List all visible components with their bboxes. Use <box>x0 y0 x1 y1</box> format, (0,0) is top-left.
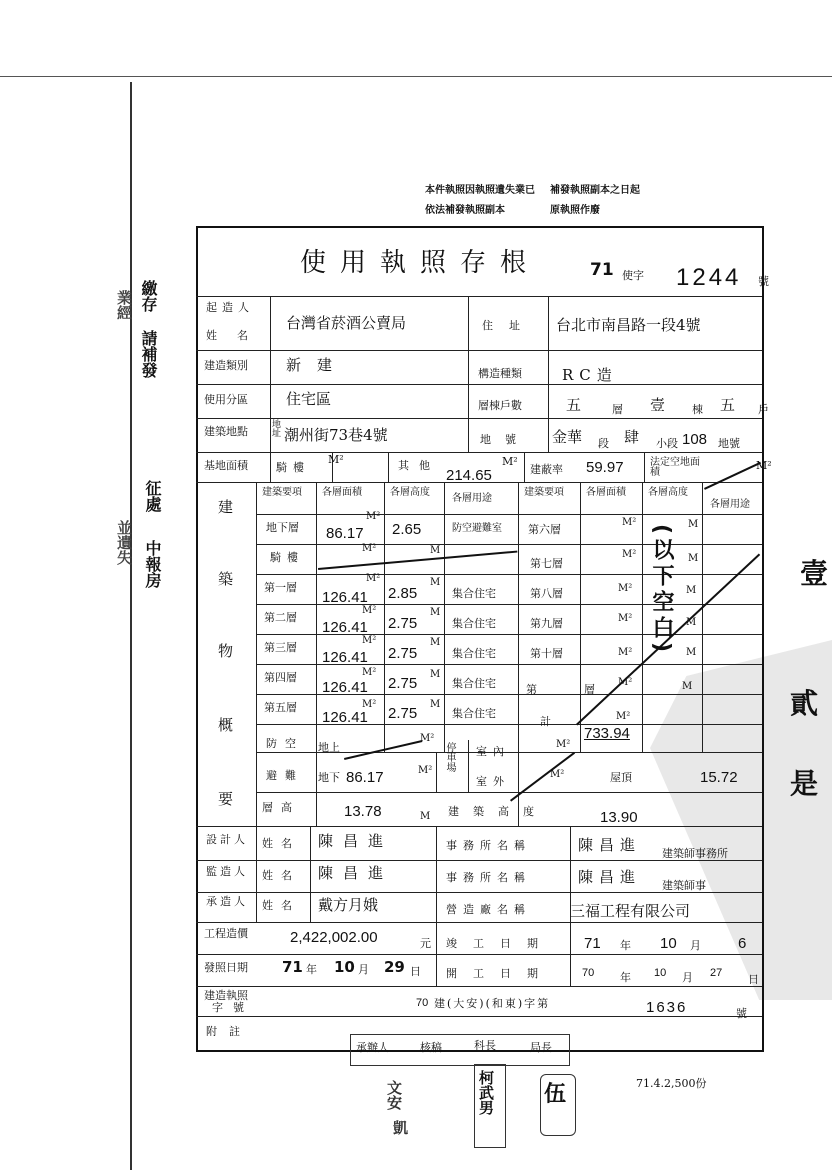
coverage-label: 建蔽率 <box>530 463 563 476</box>
parking-outdoor: 室外 <box>476 775 510 788</box>
col-line <box>436 826 437 986</box>
row-line <box>196 954 762 955</box>
district: 金華 <box>552 428 583 446</box>
contractor-firm: 三福工程有限公司 <box>570 902 691 920</box>
col-use-header: 各層用途 <box>452 493 492 504</box>
coverage-value: 59.97 <box>586 459 624 476</box>
zone-label: 使用分區 <box>204 393 248 406</box>
building-side-5: 要 <box>218 790 234 808</box>
supervisor-office-suffix: 建築師事 <box>662 879 706 892</box>
unit-m2-r: M² <box>618 613 633 624</box>
side-note-5: 業經 <box>115 290 133 320</box>
row-line <box>196 892 762 893</box>
side-note-2: 請補發 <box>139 330 158 378</box>
done-day: 6 <box>738 935 747 952</box>
unit-m2-r: M² <box>622 517 637 528</box>
lot-unit: 地號 <box>718 437 740 450</box>
floor-line <box>256 792 762 793</box>
designer-label: 設計人 <box>206 833 248 846</box>
row-line <box>196 1016 762 1017</box>
col-line <box>388 452 389 482</box>
handwritten-blank-note: (以下空白) <box>649 524 674 657</box>
col-line <box>256 482 257 826</box>
col-item-header: 建築要項 <box>262 487 302 498</box>
unit-m2: M² <box>420 733 435 744</box>
floor-area: 126.41 <box>322 619 368 636</box>
units-count: 五 <box>720 396 736 414</box>
permit-suffix: 號 <box>736 1007 747 1020</box>
builder-name: 台灣省菸酒公賣局 <box>286 314 407 332</box>
storey-label: 層高 <box>262 801 300 814</box>
designer-office-label: 事務所名稱 <box>446 839 531 852</box>
unit-m2: M² <box>362 635 377 646</box>
start-month: 10 <box>654 967 667 979</box>
floor-name-r: 第六層 <box>528 523 561 536</box>
contractor-firm-label: 營造廠名稱 <box>446 903 531 916</box>
site-area-label: 基地面積 <box>204 459 248 472</box>
issue-label: 發照日期 <box>204 961 248 974</box>
structure-label: 構造種類 <box>478 367 522 380</box>
floor-area: 126.41 <box>322 649 368 666</box>
contractor-name-label: 姓名 <box>262 899 300 912</box>
floor-name-r: 第十層 <box>530 647 563 660</box>
unit-m2: M² <box>556 739 571 750</box>
start-date-label: 開工日期 <box>446 967 554 980</box>
col-height-header-r: 各層高度 <box>648 487 688 498</box>
other-unit: M² <box>502 455 518 468</box>
site-label: 建築地點 <box>204 425 248 438</box>
building-side-3: 物 <box>218 642 234 660</box>
header-suffix: 號 <box>758 275 769 288</box>
legal-open-unit: M² <box>756 459 772 472</box>
unit-m-r: M <box>688 519 699 530</box>
row-line <box>196 418 762 419</box>
floor-name-r: 第九層 <box>530 617 563 630</box>
arcade-label: 騎樓 <box>276 461 310 474</box>
unit-m2: M² <box>362 667 377 678</box>
address-label: 住址 <box>482 319 536 332</box>
supervisor-name: 陳昌進 <box>318 864 394 882</box>
stamp-review: 核稿 <box>420 1041 442 1054</box>
signature-2: 凱 <box>391 1120 409 1135</box>
unit-day: 日 <box>410 965 421 978</box>
shelter-below-area: 86.17 <box>346 769 384 786</box>
done-month: 10 <box>660 935 677 952</box>
supervisor-office-label: 事務所名稱 <box>446 871 531 884</box>
col-line <box>310 826 311 922</box>
supervisor-office: 陳昌進 <box>578 868 642 886</box>
other-area: 214.65 <box>446 467 492 484</box>
unit-m2: M² <box>362 605 377 616</box>
unit-m: M <box>430 545 441 556</box>
stamp-line-4: 原執照作廢 <box>550 205 600 216</box>
units-unit: 戶 <box>758 403 769 416</box>
floor-name: 騎樓 <box>270 551 304 564</box>
cost-unit: 元 <box>420 937 431 950</box>
roof-label: 屋頂 <box>610 771 632 784</box>
unit-m2: M² <box>418 765 433 776</box>
row-line <box>196 384 762 385</box>
cost-label: 工程造價 <box>204 927 248 940</box>
col-use-header-r: 各層用途 <box>710 499 750 510</box>
unit-year: 年 <box>620 971 631 984</box>
unit-m2: M² <box>366 511 381 522</box>
col-line <box>644 452 645 482</box>
row-line <box>196 922 762 923</box>
floor-line <box>256 514 762 515</box>
unit-m: M <box>430 607 441 618</box>
building-side-2: 築 <box>218 570 234 588</box>
unit-month: 月 <box>682 971 693 984</box>
permit-word: 建(大安)(和東)字第 <box>434 997 551 1010</box>
structure-value: RC造 <box>562 366 618 384</box>
permit-number: 1636 <box>646 999 688 1016</box>
floor-use: 防空避難室 <box>452 523 502 534</box>
other-label: 其他 <box>398 459 440 472</box>
supervisor-label: 監造人 <box>206 865 248 878</box>
stamp-line-3: 補發執照副本之日起 <box>550 185 640 196</box>
col-line <box>270 296 271 482</box>
floor-name-r: 第七層 <box>530 557 563 570</box>
lot-number: 108 <box>682 431 708 448</box>
side-note-1: 繳存 <box>139 280 158 312</box>
permit-label-1: 建造執照 <box>204 989 248 1002</box>
floor-height: 2.75 <box>388 705 418 722</box>
unit-year: 年 <box>620 939 631 952</box>
unit-m: M <box>430 577 441 588</box>
shelter-label-2: 避難 <box>266 769 304 782</box>
unit-m2-r: M² <box>622 549 637 560</box>
row-line <box>196 986 762 987</box>
contractor-label: 承造人 <box>206 895 248 908</box>
lot-label: 地號 <box>480 433 530 446</box>
fragment-char-2: 是 <box>790 767 819 800</box>
row-line <box>196 860 762 861</box>
row-line <box>196 296 762 297</box>
side-note-3: 中報房 <box>143 540 162 588</box>
floor-use: 集合住宅 <box>452 707 496 720</box>
signature-1: 文安 <box>385 1080 403 1110</box>
unit-month: 月 <box>358 963 369 976</box>
roof-value: 15.72 <box>700 769 738 786</box>
floor-use: 集合住宅 <box>452 647 496 660</box>
col-line <box>518 482 519 826</box>
building-height-label: 建築高度 <box>448 805 548 818</box>
builder-label-1: 起造人 <box>206 301 254 314</box>
col-line <box>548 296 549 452</box>
unit-m2: M² <box>550 769 565 780</box>
stamp-section-chief: 科長 <box>474 1039 496 1052</box>
parking-label: 停車場 <box>444 742 455 772</box>
floor-line <box>256 574 762 575</box>
unit-m-r: M <box>686 617 697 628</box>
issue-year: 71 <box>282 958 303 976</box>
start-day: 27 <box>710 967 723 979</box>
row-line <box>196 452 762 453</box>
building-height-value: 13.90 <box>600 809 638 826</box>
unit-m-r: M <box>686 647 697 658</box>
form-title: 使用執照存根 <box>300 248 541 278</box>
stamp-line-1: 本件執照因執照遺失業已 <box>425 185 535 196</box>
side-note-6: 並遺失 <box>115 520 133 565</box>
floor-use: 集合住宅 <box>452 617 496 630</box>
floor-height: 2.75 <box>388 675 418 692</box>
floor-height: 2.75 <box>388 645 418 662</box>
floor-name: 第三層 <box>264 641 297 654</box>
unit-m2-total: M² <box>616 711 631 722</box>
top-scan-line <box>0 76 832 77</box>
unit-m: M <box>430 637 441 648</box>
build-type-label: 建造類別 <box>204 359 248 372</box>
floor-area: 86.17 <box>326 525 364 542</box>
floor-area: 126.41 <box>322 709 368 726</box>
unit-m-r: M <box>686 585 697 596</box>
header-year: 71 <box>590 260 614 280</box>
parking-indoor: 室內 <box>476 745 510 758</box>
issue-month: 10 <box>334 958 355 976</box>
total-label: 計 <box>540 715 551 728</box>
permit-year: 70 <box>416 997 429 1009</box>
site-address: 潮州街73巷4號 <box>284 426 388 444</box>
unit-m2: M² <box>366 573 381 584</box>
legal-open-label: 法定空地面積 <box>650 457 700 478</box>
floor-name-r: 第八層 <box>530 587 563 600</box>
total-area: 733.94 <box>584 725 630 742</box>
col-line <box>524 452 525 482</box>
col-height-header: 各層高度 <box>390 487 430 498</box>
col-item-header-r: 建築要項 <box>524 487 564 498</box>
building-side-4: 概 <box>218 716 234 734</box>
designer-office-suffix: 建築師事務所 <box>662 847 728 860</box>
unit-m: M <box>420 811 431 822</box>
shelter-below: 地下 <box>318 771 340 784</box>
site-addr-label: 地址 <box>270 419 280 437</box>
designer-name-label: 姓名 <box>262 837 300 850</box>
zone-value: 住宅區 <box>286 390 332 408</box>
unit-month: 月 <box>690 939 701 952</box>
supervisor-name-label: 姓名 <box>262 869 300 882</box>
arcade-unit: M² <box>328 453 344 466</box>
remark-label: 附註 <box>206 1025 252 1038</box>
shelter-label-1: 防空 <box>266 737 304 750</box>
address-value: 台北市南昌路一段4號 <box>556 316 701 334</box>
col-line <box>468 296 469 452</box>
unit-m: M <box>430 669 441 680</box>
col-line <box>316 482 317 826</box>
floor-height: 2.85 <box>388 585 418 602</box>
floor-name: 第四層 <box>264 671 297 684</box>
col-area-header-r: 各層面積 <box>586 487 626 498</box>
done-date-label: 竣工日期 <box>446 937 554 950</box>
floor-height: 2.65 <box>392 521 422 538</box>
header-number: 1244 <box>676 264 742 291</box>
side-note-4: 征處 <box>143 480 162 512</box>
floor-area: 126.41 <box>322 589 368 606</box>
unit-m2-r: M² <box>618 647 633 658</box>
floor-use: 集合住宅 <box>452 677 496 690</box>
buildings-unit: 棟 <box>692 403 703 416</box>
print-info: 71.4.2,500份 <box>636 1077 707 1090</box>
contractor-name: 戴方月娥 <box>318 896 379 914</box>
issue-day: 29 <box>384 958 405 976</box>
col-area-header: 各層面積 <box>322 487 362 498</box>
unit-year: 年 <box>306 963 317 976</box>
unit-m2-r: M² <box>618 583 633 594</box>
unit-m2: M² <box>362 699 377 710</box>
floor-line <box>256 544 762 545</box>
stamp-director: 局長 <box>530 1041 552 1054</box>
col-line <box>580 482 581 752</box>
col-line <box>256 826 257 922</box>
shelter-above: 地上 <box>318 741 340 754</box>
chief-name: 柯武男 <box>477 1070 495 1115</box>
subsection-label: 小段 <box>656 437 678 450</box>
floors-unit: 層 <box>612 403 623 416</box>
floor-area: 126.41 <box>322 679 368 696</box>
buildings-count: 壹 <box>650 396 666 414</box>
col-line <box>468 740 469 792</box>
section: 肆 <box>624 428 640 446</box>
stamp-line-2: 依法補發執照副本 <box>425 205 505 216</box>
floor-name: 地下層 <box>266 521 299 534</box>
build-type-value: 新建 <box>286 356 349 374</box>
done-year: 71 <box>584 935 601 952</box>
permit-label-2: 字號 <box>212 1001 254 1014</box>
start-year: 70 <box>582 967 595 979</box>
unit-m2: M² <box>362 543 377 554</box>
builder-label-2: 姓名 <box>206 329 268 342</box>
unit-m-r: M <box>682 681 693 692</box>
building-side-1: 建 <box>218 498 234 516</box>
col-line <box>384 482 385 752</box>
cost-value: 2,422,002.00 <box>290 929 378 946</box>
col-line <box>436 752 437 792</box>
col-line <box>642 482 643 752</box>
designer-office: 陳昌進 <box>578 836 642 854</box>
unit-m-r: M <box>688 553 699 564</box>
floor-height: 2.75 <box>388 615 418 632</box>
stamp-handler: 承辦人 <box>356 1041 389 1054</box>
row-line <box>196 826 762 827</box>
unit-m: M <box>430 699 441 710</box>
fragment-char-3: 壹 <box>800 557 829 590</box>
storey-value: 13.78 <box>344 803 382 820</box>
floor-name: 第二層 <box>264 611 297 624</box>
section-unit: 段 <box>598 437 609 450</box>
floor-name: 第五層 <box>264 701 297 714</box>
floor-use: 集合住宅 <box>452 587 496 600</box>
fragment-char-1: 貳 <box>790 687 819 720</box>
header-word: 使字 <box>622 269 644 282</box>
floor-name: 第一層 <box>264 581 297 594</box>
floors-label: 層棟戶數 <box>478 399 522 412</box>
unit-day: 日 <box>748 973 759 986</box>
designer-name: 陳昌進 <box>318 832 394 850</box>
col-line <box>702 482 703 752</box>
row-line <box>196 350 762 351</box>
floors-count: 五 <box>566 396 582 414</box>
unit-m2-r: M² <box>618 677 633 688</box>
col-line <box>444 482 445 752</box>
floor-name-r: 第 層 <box>526 683 613 696</box>
seal-char: 伍 <box>544 1082 567 1107</box>
